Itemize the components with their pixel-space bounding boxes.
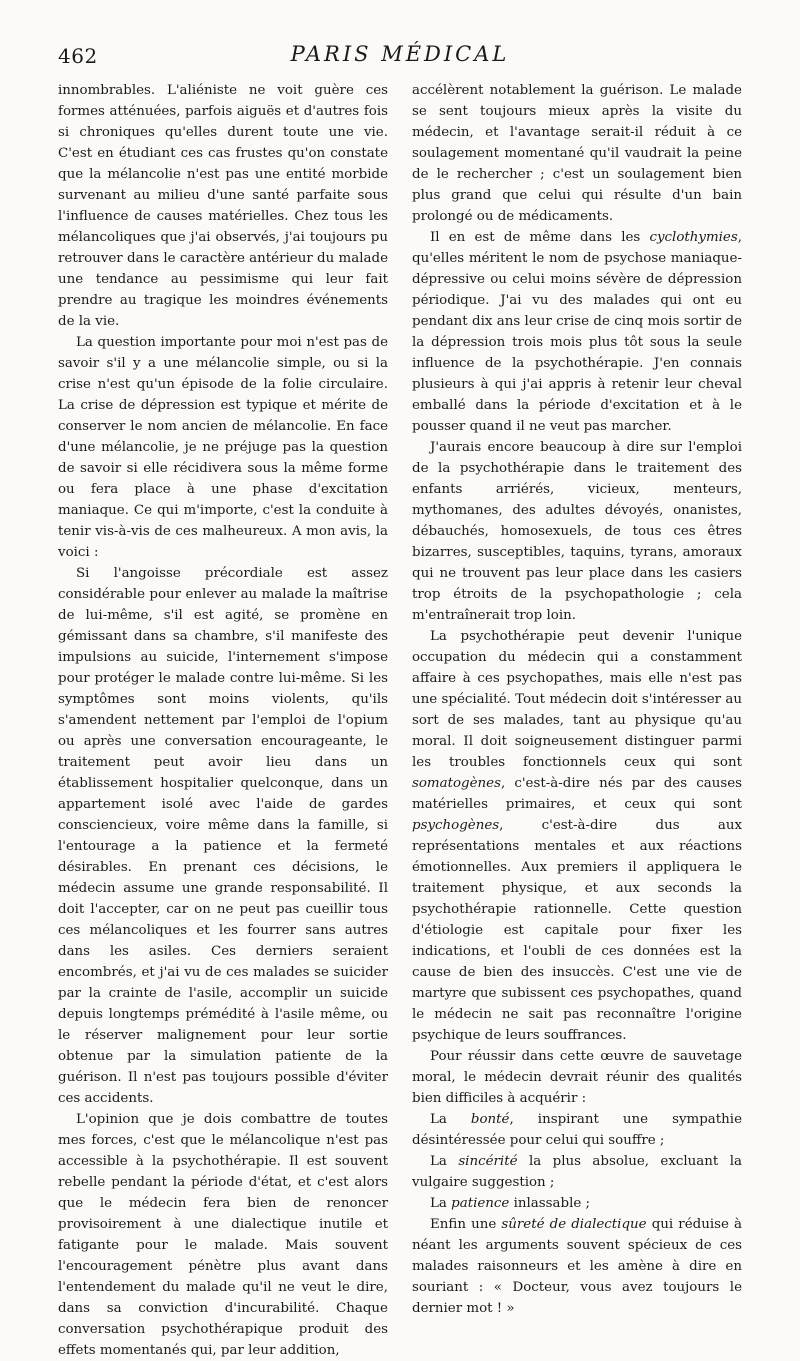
text-run: , qu'elles méritent le nom de psychose maniaque-dépressive ou celui moins sévère de dépression périodique. J'ai vu des malades qui ont eu pendant dix ans leur crise de cinq mois sortir de la dépression trois mois plus tôt sous la seule influence de la psychothérapie. J'en connais plusieurs à qui j'ai appris à retenir leur cheval emballé dans la période d'excitation et à le pousser quand il ne veut pas marcher. <box>412 230 742 434</box>
text-run: La <box>430 1112 471 1127</box>
text-columns <box>58 80 743 1358</box>
running-title: PARIS MÉDICAL <box>290 42 510 66</box>
page-header <box>58 36 742 76</box>
list-item <box>412 1109 742 1151</box>
text-run: inlassable ; <box>509 1196 591 1211</box>
text-run: La <box>430 1154 459 1169</box>
paragraph: J'aurais encore beaucoup à dire sur l'emploi de la psychothérapie dans le traitement des enfants arriérés, vicieux, menteurs, mythomanes, des adultes dévoyés, onanistes, débauchés, homosexuels, de tous ces êtres bizarres, susceptibles, taquins, tyrans, amoraux qui ne trouvent pas leur place dans les casiers trop étroits de la psychopathologie ; cela m'entraînerait trop loin. <box>412 440 742 623</box>
paragraph <box>412 626 742 1046</box>
emphasis: sûreté de dialectique <box>501 1217 647 1232</box>
list-item <box>412 1193 742 1214</box>
emphasis: cyclothymies <box>649 230 738 245</box>
paragraph: accélèrent notablement la guérison. Le malade se sent toujours mieux après la visite du médecin, et l'avantage serait-il réduit à ce soulagement momentané qu'il vaudrait la peine de le rechercher ; c'est un soulagement bien plus grand que celui qui résulte d'un bain prolongé ou de médicaments. <box>412 83 742 224</box>
text-run: qui réduise à néant les arguments souvent spécieux de ces malades raisonneurs et les amène à dire en souriant : « Docteur, vous avez toujours le dernier mot ! » <box>412 1217 743 1316</box>
text-run: La psychothérapie peut devenir l'unique occupation du médecin qui a constamment affaire à ces psychopathes, mais elle n'est pas une spécialité. Tout médecin doit s'intéresser au sort de ses malades, tant au physique qu'au moral. Il doit soigneusement distinguer parmi les troubles fonctionnels ceux qui sont <box>412 629 742 770</box>
emphasis: bonté <box>470 1112 510 1127</box>
paragraph: innombrables. L'aliéniste ne voit guère ces formes atténuées, parfois aiguës et d'autres fois si chroniques qu'elles durent toute une vie. C'est en étudiant ces cas frustes qu'on constate que la mélancolie n'est pas une entité morbide survenant au milieu d'une santé parfaite sous l'influence de causes matérielles. Chez tous les mélancoliques que j'ai observés, j'ai toujours pu retrouver dans le caractère antérieur du malade une tendance au pessimisme qui leur fait prendre au tragique les moindres événements de la vie. <box>58 83 388 329</box>
emphasis: patience <box>451 1196 510 1211</box>
emphasis: psychogènes <box>412 818 500 833</box>
emphasis: sincérité <box>458 1154 518 1169</box>
text-run: , c'est-à-dire dus aux représentations mentales et aux réactions émotionnelles. Aux premiers il appliquera le traitement physique, et aux seconds la psychothérapie rationnelle. Cette question d'étiologie est capitale pour fixer les indications, et l'oubli de ces données est la cause de bien des insuccès. C'est une vie de martyre que subissent ces psychopathes, quand le médecin ne sait pas reconnaître l'origine psychique de leurs souffrances. <box>412 818 742 1043</box>
left-column <box>58 80 388 1358</box>
list-item <box>412 1214 742 1319</box>
page-number: 462 <box>58 44 98 68</box>
paragraph <box>412 227 742 437</box>
paragraph: Si l'angoisse précordiale est assez considérable pour enlever au malade la maîtrise de lui-même, s'il est agité, se promène en gémissant dans sa chambre, s'il manifeste des impulsions au suicide, l'internement s'impose pour protéger le malade contre lui-même. Si les symptômes sont moins violents, qu'ils s'amendent nettement par l'emploi de l'opium ou après une conversation encourageante, le traitement peut avoir lieu dans un établissement hospitalier quelconque, dans un appartement isolé avec l'aide de gardes consciencieux, voire même dans la famille, si l'entourage a la patience et la fermeté désirables. En prenant ces décisions, le médecin assume une grande responsabilité. Il doit l'accepter, car on ne peut pas cueillir tous ces mélancoliques et les fourrer sans autres dans les asiles. Ces derniers seraient encombrés, et j'ai vu de ces malades se suicider par la crainte de l'asile, accomplir un suicide depuis longtemps prémédité à l'asile même, ou le réserver malignement pour leur sortie obtenue par la simulation patiente de la guérison. Il n'est pas toujours possible d'éviter ces accidents. <box>58 566 388 1106</box>
list-item <box>412 1151 742 1193</box>
right-column <box>412 80 743 1316</box>
text-run: Il en est de même dans les <box>430 230 650 245</box>
emphasis: somatogènes <box>412 776 501 791</box>
text-run: , inspirant une sympathie désintéressée pour celui qui souffre ; <box>412 1112 742 1148</box>
text-run: la plus absolue, excluant la vulgaire suggestion ; <box>412 1154 742 1190</box>
paragraph: Pour réussir dans cette œuvre de sauvetage moral, le médecin devrait réunir des qualités bien difficiles à acquérir : <box>412 1049 742 1106</box>
paragraph: La question importante pour moi n'est pas de savoir s'il y a une mélancolie simple, ou si la crise n'est qu'un épisode de la folie circulaire. La crise de dépression est typique et mérite de conserver le nom ancien de mélancolie. En face d'une mélancolie, je ne préjuge pas la question de savoir si elle récidivera sous la même forme ou fera place à une phase d'excitation maniaque. Ce qui m'importe, c'est la conduite à tenir vis-à-vis de ces malheureux. A mon avis, la voici : <box>58 335 388 560</box>
text-run: La <box>430 1196 452 1211</box>
text-run: Enfin une <box>430 1217 502 1232</box>
text-run: , c'est-à-dire nés par des causes matérielles primaires, et ceux qui sont <box>412 776 742 812</box>
paragraph: L'opinion que je dois combattre de toutes mes forces, c'est que le mélancolique n'est pas accessible à la psychothérapie. Il est souvent rebelle pendant la période d'état, et c'est alors que le médecin fera bien de renoncer provisoirement à une dialectique inutile et fatigante pour le malade. Mais souvent l'encouragement pénètre plus avant dans l'entendement du malade qu'il ne veut le dire, dans sa conviction d'incurabilité. Chaque conversation psychothérapique produit des effets momentanés qui, par leur addition, <box>58 1112 388 1358</box>
